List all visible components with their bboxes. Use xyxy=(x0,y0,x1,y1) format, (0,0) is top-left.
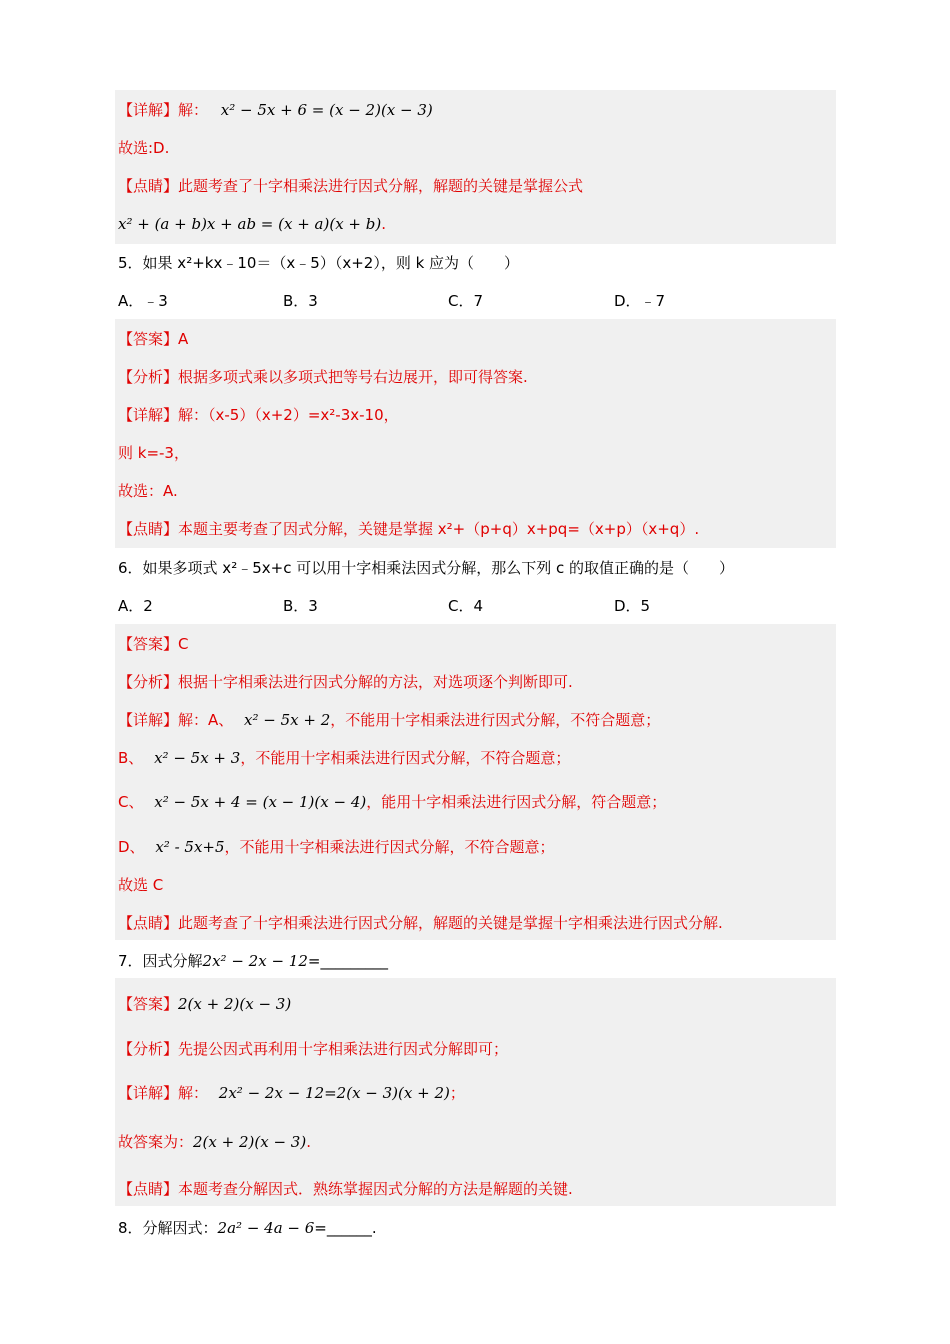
q6-option-c: C．4 xyxy=(448,597,484,615)
q6-c-math: x² − 5x + 4 = (x − 1)(x − 4) xyxy=(154,793,367,811)
q7-stem-math: 2x² − 2x − 12 xyxy=(202,952,308,970)
q5-option-d: D．﹣7 xyxy=(614,292,666,310)
q7-answer-line xyxy=(118,994,291,1014)
q7-answer-math: 2(x + 2)(x − 3) xyxy=(178,995,292,1013)
q6-b-line xyxy=(118,748,570,768)
q7-detail-line xyxy=(118,1083,465,1103)
q5-option-a: A．﹣3 xyxy=(118,292,168,310)
q5-detail: 【详解】解：（x-5）（x+2）=x²-3x-10， xyxy=(118,406,399,424)
q6-d-line xyxy=(118,837,555,857)
q8-stem-label: 8．分解因式： xyxy=(118,1219,218,1237)
q6-b-text: ，不能用十字相乘法进行因式分解，不符合题意； xyxy=(240,749,571,767)
q7-detail-label: 【详解】解： xyxy=(118,1084,209,1102)
q5-analysis: 【分析】根据多项式乘以多项式把等号右边展开，即可得答案. xyxy=(118,368,528,386)
q5-then: 则 k=-3， xyxy=(118,444,189,462)
q6-b-math: x² − 5x + 3 xyxy=(154,749,241,767)
q4-comment-formula-line xyxy=(118,214,386,234)
q6-detail-a-line xyxy=(118,710,660,730)
q8-stem-math: 2a² − 4a − 6 xyxy=(217,1219,315,1237)
q6-option-b: B．3 xyxy=(283,597,318,615)
q4-detail-math: x² − 5x + 6 = (x − 2)(x − 3) xyxy=(220,101,433,119)
q4-choose: 故选:D. xyxy=(118,139,170,157)
q7-stem-blank: =_________ xyxy=(307,952,388,970)
q6-answer: 【答案】C xyxy=(118,635,189,653)
q7-stem-line xyxy=(118,951,388,971)
q6-c-text: ，能用十字相乘法进行因式分解，符合题意； xyxy=(366,793,667,811)
q6-option-a: A．2 xyxy=(118,597,153,615)
q7-stem-label: 7．因式分解 xyxy=(118,952,203,970)
q5-option-c: C．7 xyxy=(448,292,484,310)
q6-b-label: B、 xyxy=(118,749,144,767)
q6-option-d: D．5 xyxy=(614,597,651,615)
q4-comment-text: 此题考查了十字相乘法进行因式分解，解题的关键是掌握公式 xyxy=(178,177,584,195)
q7-final-end: . xyxy=(306,1133,311,1151)
q7-final-line xyxy=(118,1132,311,1152)
solution-block-q5 xyxy=(115,319,836,548)
q6-d-math: x² - 5x+5 xyxy=(155,838,225,856)
q7-detail-math: 2x² − 2x − 12=2(x − 3)(x + 2) xyxy=(218,1084,450,1102)
q8-stem-line xyxy=(118,1218,377,1238)
q4-detail-line xyxy=(118,100,433,120)
q6-d-label: D、 xyxy=(118,838,145,856)
q6-analysis: 【分析】根据十字相乘法进行因式分解的方法，对选项逐个判断即可. xyxy=(118,673,573,691)
q4-comment-label: 【点睛】 xyxy=(118,177,179,195)
q6-comment: 【点睛】此题考查了十字相乘法进行因式分解，解题的关键是掌握十字相乘法进行因式分解. xyxy=(118,914,723,932)
q5-comment: 【点睛】本题主要考查了因式分解，关键是掌握 x²+（p+q）x+pq=（x+p）（x+q）. xyxy=(118,520,700,538)
q6-c-label: C、 xyxy=(118,793,144,811)
q6-d-text: ，不能用十字相乘法进行因式分解，不符合题意； xyxy=(224,838,555,856)
q7-final-label: 故答案为： xyxy=(118,1133,194,1151)
q5-answer: 【答案】A xyxy=(118,330,189,348)
q4-detail-label: 【详解】解： xyxy=(118,101,209,119)
q4-comment-end: . xyxy=(381,215,387,233)
q4-comment-formula: x² + (a + b)x + ab = (x + a)(x + b) xyxy=(118,215,382,233)
q5-stem: 5．如果 x²+kx﹣10＝（x﹣5）（x+2），则 k 应为（ ） xyxy=(118,254,520,272)
q5-choose: 故选：A. xyxy=(118,482,178,500)
q7-final-math: 2(x + 2)(x − 3) xyxy=(193,1133,307,1151)
q6-detail-label: 【详解】解：A、 xyxy=(118,711,234,729)
q6-c-line xyxy=(118,792,666,812)
q7-analysis: 【分析】先提公因式再利用十字相乘法进行因式分解即可； xyxy=(118,1040,509,1058)
q8-stem-blank: =______. xyxy=(314,1219,377,1237)
q7-comment: 【点睛】本题考查分解因式．熟练掌握因式分解的方法是解题的关键. xyxy=(118,1180,573,1198)
q7-answer-label: 【答案】 xyxy=(118,995,179,1013)
q6-detail-a-text: ，不能用十字相乘法进行因式分解，不符合题意； xyxy=(330,711,661,729)
q6-stem: 6．如果多项式 x²﹣5x+c 可以用十字相乘法因式分解，那么下列 c 的取值正确的是（ ） xyxy=(118,559,734,577)
q7-detail-end: ； xyxy=(449,1084,465,1102)
q6-detail-a-math: x² − 5x + 2 xyxy=(244,711,331,729)
q5-option-b: B．3 xyxy=(283,292,318,310)
q6-choose: 故选 C xyxy=(118,876,164,894)
q4-comment-line xyxy=(118,176,583,196)
